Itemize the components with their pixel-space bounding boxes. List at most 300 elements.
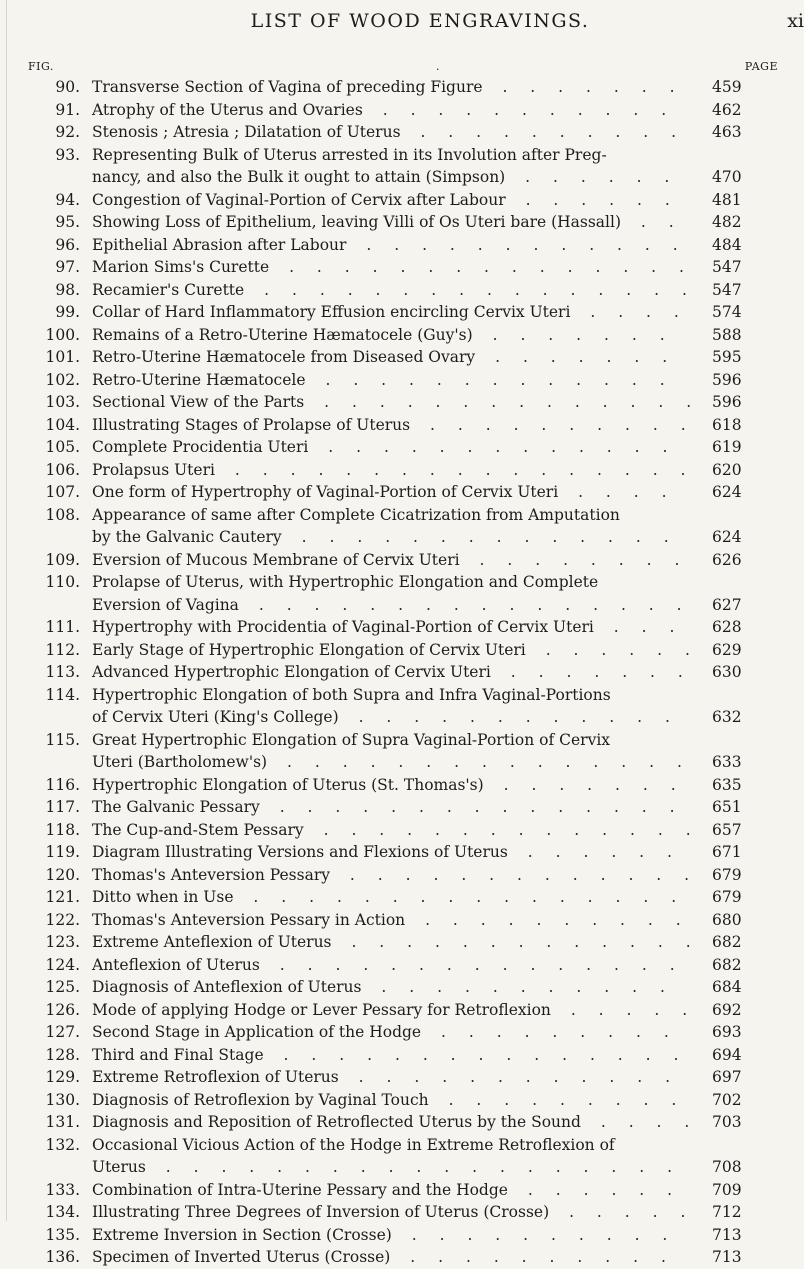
list-item	[0, 684, 800, 729]
page-number: 596	[712, 393, 742, 411]
figure-number: 133.	[45, 1180, 80, 1199]
entry-line	[0, 504, 800, 527]
figure-number: 98.	[55, 280, 80, 299]
figure-title: Recamier's Curette	[92, 280, 245, 299]
page-number: 671	[712, 843, 742, 861]
list-item	[0, 886, 800, 909]
figure-number: 136.	[45, 1248, 80, 1266]
figure-number: 117.	[45, 798, 80, 816]
page-number: 547	[712, 258, 742, 276]
dot-leader: . . . . .	[556, 1000, 697, 1019]
figure-number: 106.	[45, 460, 80, 479]
list-item	[0, 211, 800, 234]
figure-number: 109.	[45, 550, 80, 569]
entry-line	[0, 931, 800, 954]
page-number: 547	[712, 280, 742, 299]
engravings-list	[0, 76, 800, 1269]
entry-line	[0, 909, 800, 932]
page-number: 588	[712, 325, 742, 344]
page-number: 651	[712, 798, 742, 816]
list-item	[0, 279, 800, 302]
dot-leader: . . . . . . . . . .	[396, 1248, 675, 1266]
entry-line	[0, 76, 800, 99]
dot-leader: . . . . . . . . .	[427, 1023, 678, 1041]
dot-leader: . . . . . . . . . . . .	[344, 1068, 679, 1086]
dot-leader: . . . . . .	[513, 843, 681, 861]
entry-line	[0, 256, 800, 279]
list-item	[0, 324, 800, 347]
figure-title: Complete Procidentia Uteri	[92, 438, 309, 456]
figure-number: 107.	[45, 483, 80, 501]
entry-continuation-line	[0, 526, 800, 549]
figure-title: Advanced Hypertrophic Elongation of Cervix Uteri	[92, 663, 491, 681]
figure-number: 115.	[45, 730, 80, 749]
list-item	[0, 661, 800, 684]
list-item	[0, 256, 800, 279]
figure-number: 96.	[55, 235, 80, 254]
entry-line	[0, 1134, 800, 1157]
list-item	[0, 1134, 800, 1179]
page-number: 703	[712, 1113, 742, 1131]
list-item	[0, 1111, 800, 1134]
dot-leader: . . . . . .	[531, 640, 699, 659]
page-number: 632	[712, 708, 742, 726]
page-header	[120, 4, 804, 44]
entry-line	[0, 1089, 800, 1112]
page-number: 679	[712, 865, 742, 884]
page-number: 680	[712, 910, 742, 929]
entry-line	[0, 144, 800, 167]
dot-leader: . . . . . . . . . . . . . .	[309, 820, 700, 839]
list-item	[0, 931, 800, 954]
figure-title: Congestion of Vaginal-Portion of Cervix after Labour	[92, 190, 506, 209]
list-item	[0, 459, 800, 482]
figure-number: 105.	[45, 438, 80, 456]
page-number: 657	[712, 820, 742, 839]
page-number: 709	[712, 1180, 742, 1199]
list-item	[0, 909, 800, 932]
list-item	[0, 1246, 800, 1269]
figure-number: 99.	[55, 303, 80, 321]
list-item	[0, 819, 800, 842]
figure-number: 128.	[45, 1045, 80, 1064]
dot-leader: . . . . . . . . . . . . .	[311, 370, 674, 389]
list-item	[0, 1089, 800, 1112]
figure-number: 92.	[55, 123, 80, 141]
figure-number: 104.	[45, 415, 80, 434]
entry-line	[0, 391, 800, 414]
dot-leader: . . . . . . . . . . . . . . . . .	[220, 460, 695, 479]
entry-continuation-line	[0, 1156, 800, 1179]
figure-title: Atrophy of the Uterus and Ovaries	[92, 100, 363, 119]
page-number: 624	[712, 483, 742, 501]
entry-line	[0, 301, 800, 324]
entry-line	[0, 211, 800, 234]
figure-title: Mode of applying Hodge or Lever Pessary for Retroflexion	[92, 1000, 551, 1019]
page-number: 595	[712, 348, 742, 366]
list-item	[0, 864, 800, 887]
list-item	[0, 1201, 800, 1224]
entry-line	[0, 616, 800, 639]
page-number: 463	[712, 123, 742, 141]
entry-line	[0, 571, 800, 594]
figure-number: 121.	[45, 888, 80, 906]
figure-number: 94.	[55, 190, 80, 209]
dot-leader: . . . . . . .	[478, 325, 674, 344]
figure-title: Combination of Intra-Uterine Pessary and the Hodge	[92, 1180, 508, 1199]
dot-leader: . . . . . . .	[489, 775, 685, 794]
entry-line	[0, 189, 800, 212]
figure-number: 127.	[45, 1023, 80, 1041]
figure-number: 118.	[45, 820, 80, 839]
list-item	[0, 1066, 800, 1089]
figure-number: 126.	[45, 1000, 80, 1019]
figure-title: Diagnosis of Anteflexion of Uterus	[92, 978, 362, 996]
figure-title: Eversion of Mucous Membrane of Cervix Uteri	[92, 550, 460, 569]
page-number: 682	[712, 955, 742, 974]
list-item	[0, 76, 800, 99]
figure-title: The Galvanic Pessary	[92, 798, 260, 816]
figure-number: 102.	[45, 370, 80, 389]
page-number: 712	[712, 1203, 742, 1221]
figure-title: Remains of a Retro-Uterine Hæmatocele (Guy's)	[92, 325, 473, 344]
dot-leader: . . . . . . . . . . . .	[344, 708, 679, 726]
dot-leader: . . . . . . . . . . . . . . .	[275, 258, 693, 276]
figure-title: Hypertrophic Elongation of both Supra and Infra Vaginal-Portions	[92, 685, 611, 704]
figure-number: 124.	[45, 955, 80, 974]
page-number: 630	[712, 663, 742, 681]
dot-leader: . . . . . . . . . . . . .	[314, 438, 677, 456]
page-number: 624	[712, 528, 742, 546]
list-item	[0, 99, 800, 122]
entry-line	[0, 841, 800, 864]
page-number: 693	[712, 1023, 742, 1041]
figure-number: 123.	[45, 933, 80, 951]
list-item	[0, 391, 800, 414]
entry-line	[0, 684, 800, 707]
figure-title: Prolapse of Uterus, with Hypertrophic Elongation and Complete	[92, 573, 599, 591]
page-number: 596	[712, 370, 742, 389]
dot-leader: . . . . . . . . . .	[397, 1225, 677, 1244]
entry-line	[0, 1111, 800, 1134]
entry-line	[0, 1066, 800, 1089]
figure-number: 111.	[45, 618, 80, 636]
list-item	[0, 774, 800, 797]
figure-title: Thomas's Anteversion Pessary	[92, 865, 330, 884]
figure-number: 101.	[45, 348, 80, 366]
entry-line	[0, 121, 800, 144]
figure-title: Hypertrophic Elongation of Uterus (St. Thomas's)	[92, 775, 484, 794]
figure-title: Occasional Vicious Action of the Hodge in Extreme Retroflexion of	[92, 1135, 615, 1154]
dot-leader: . . . . . . . . . . . . . . .	[269, 1045, 688, 1064]
figure-number: 114.	[45, 685, 80, 704]
figure-title: Great Hypertrophic Elongation of Supra Vaginal-Portion of Cervix	[92, 730, 611, 749]
entry-line	[0, 661, 800, 684]
dot-leader: . . . . . . .	[481, 348, 677, 366]
figure-number: 100.	[45, 325, 80, 344]
entry-line	[0, 729, 800, 752]
page-number: 713	[712, 1248, 742, 1266]
dot-leader: . . . . . . . . . .	[416, 415, 695, 434]
entry-continuation-line	[0, 751, 800, 774]
dot-leader: . . .	[599, 618, 684, 636]
figure-number: 122.	[45, 910, 80, 929]
dot-leader: . . . . . .	[511, 168, 679, 186]
entry-line	[0, 999, 800, 1022]
figure-title: Illustrating Stages of Prolapse of Uterus	[92, 415, 411, 434]
entry-line	[0, 436, 800, 459]
entry-line	[0, 1201, 800, 1224]
figure-title: Prolapsus Uteri	[92, 460, 215, 479]
dot-leader: . . . . . . . . . . . . .	[337, 933, 700, 951]
dot-leader: . . . . . .	[511, 190, 679, 209]
list-item	[0, 796, 800, 819]
figure-title: Extreme Anteflexion of Uterus	[92, 933, 332, 951]
page-number: 459	[712, 78, 742, 96]
page-number: 708	[712, 1158, 742, 1176]
dot-leader: . . . . . . . . . . . . . . . .	[250, 280, 696, 299]
figure-number: 113.	[45, 663, 80, 681]
figure-title: Thomas's Anteversion Pessary in Action	[92, 910, 406, 929]
page-number: 618	[712, 415, 742, 434]
entry-line	[0, 414, 800, 437]
dot-leader: . . . . . . . . . .	[406, 123, 686, 141]
dot-leader: . . . . . . . . . . .	[367, 978, 674, 996]
dot-leader: . . . . . . . . . . . . . .	[287, 528, 678, 546]
dot-leader: . . . .	[564, 483, 676, 501]
page-number: 628	[712, 618, 742, 636]
figure-number: 95.	[55, 213, 80, 231]
dot-leader: . . . . . . . . . . . .	[352, 235, 687, 254]
entry-line	[0, 1224, 800, 1247]
figure-number: 129.	[45, 1068, 80, 1086]
figure-title: Retro-Uterine Hæmatocele from Diseased Ovary	[92, 348, 476, 366]
entry-line	[0, 324, 800, 347]
page-number: 682	[712, 933, 742, 951]
dot-leader: . . . . . . . . . . . . . . . . . . .	[151, 1158, 682, 1176]
figure-title: of Cervix Uteri (King's College)	[92, 708, 339, 726]
figure-title: Illustrating Three Degrees of Inversion of Uterus (Crosse)	[92, 1203, 550, 1221]
page-number: 694	[712, 1045, 742, 1064]
figure-number: 110.	[45, 573, 80, 591]
figure-title: Diagnosis of Retroflexion by Vaginal Touch	[92, 1090, 429, 1109]
page-number: 626	[712, 550, 742, 569]
dot-leader: . . . . . . . .	[465, 550, 689, 569]
figure-title: Sectional View of the Parts	[92, 393, 305, 411]
list-item	[0, 1179, 800, 1202]
dot-leader: . . . . . .	[513, 1180, 682, 1199]
page-number: 574	[712, 303, 742, 321]
entry-line	[0, 774, 800, 797]
figure-number: 116.	[45, 775, 80, 794]
list-item	[0, 1224, 800, 1247]
list-item	[0, 841, 800, 864]
dot-leader: . . . . . . . . . . . . . .	[310, 393, 701, 411]
dot-leader: . . . . . . . . . . . . .	[335, 865, 699, 884]
entry-line	[0, 1246, 800, 1269]
figure-number: 91.	[55, 100, 80, 119]
page-number: 713	[712, 1225, 742, 1244]
list-item	[0, 481, 800, 504]
figure-title: Showing Loss of Epithelium, leaving Villi of Os Uteri bare (Hassall)	[92, 213, 621, 231]
entry-line	[0, 1179, 800, 1202]
list-item	[0, 1044, 800, 1067]
dot-leader: . . . .	[586, 1113, 699, 1131]
list-item	[0, 976, 800, 999]
page-number: 702	[712, 1090, 742, 1109]
figure-title: Extreme Retroflexion of Uterus	[92, 1068, 339, 1086]
figure-number: 134.	[45, 1203, 80, 1221]
page-number: 481	[712, 190, 742, 209]
entry-line	[0, 346, 800, 369]
list-item	[0, 616, 800, 639]
dot-leader: . . . . . . . . .	[434, 1090, 686, 1109]
list-item	[0, 144, 800, 189]
entry-line	[0, 1021, 800, 1044]
figure-title: Marion Sims's Curette	[92, 258, 270, 276]
entry-continuation-line	[0, 166, 800, 189]
dot-leader: . . . . . . . . . . . . . . .	[265, 798, 684, 816]
figure-title: Diagnosis and Reposition of Retroflected Uterus by the Sound	[92, 1113, 581, 1131]
page-number: 462	[712, 100, 742, 119]
page-number: 627	[712, 595, 742, 614]
figure-title: Extreme Inversion in Section (Crosse)	[92, 1225, 392, 1244]
dot-leader: . . . . . . . . . . . . . . . .	[244, 595, 691, 614]
page-number: 692	[712, 1000, 742, 1019]
list-item	[0, 121, 800, 144]
figure-title: Uteri (Bartholomew's)	[92, 753, 268, 771]
dot-leader: . . . . . . . . . . . . . . .	[273, 753, 691, 771]
page-number: 470	[712, 168, 742, 186]
figure-title: Collar of Hard Inflammatory Effusion encircling Cervix Uteri	[92, 303, 571, 321]
entry-line	[0, 234, 800, 257]
figure-number: 130.	[45, 1090, 80, 1109]
figure-title: Anteflexion of Uterus	[92, 955, 260, 974]
list-item	[0, 729, 800, 774]
list-item	[0, 1021, 800, 1044]
page-number: 619	[712, 438, 742, 456]
entry-line	[0, 864, 800, 887]
entry-line	[0, 99, 800, 122]
entry-continuation-line	[0, 594, 800, 617]
figure-number: 90.	[55, 78, 80, 96]
figure-number: 103.	[45, 393, 80, 411]
figure-number: 108.	[45, 505, 80, 524]
dot-leader: . . . . . . . . . . . . . . . .	[239, 888, 686, 906]
page-number: 633	[712, 753, 742, 771]
dot-leader: . . . . . . . . . .	[411, 910, 690, 929]
list-item	[0, 234, 800, 257]
list-item	[0, 189, 800, 212]
figure-title: by the Galvanic Cautery	[92, 528, 282, 546]
figure-title: Second Stage in Application of the Hodge	[92, 1023, 422, 1041]
figure-title: Stenosis ; Atresia ; Dilatation of Uterus	[92, 123, 401, 141]
figure-title: Epithelial Abrasion after Labour	[92, 235, 347, 254]
figure-title: Third and Final Stage	[92, 1045, 264, 1064]
running-title: LIST OF WOOD ENGRAVINGS.	[250, 10, 590, 32]
page-number: 620	[712, 460, 742, 479]
page-number: 635	[712, 775, 742, 794]
column-headings	[28, 60, 778, 76]
list-item	[0, 504, 800, 549]
dot-leader: . .	[627, 213, 683, 231]
figure-title: Early Stage of Hypertrophic Elongation of Cervix Uteri	[92, 640, 526, 659]
figure-title: nancy, and also the Bulk it ought to attain (Simpson)	[92, 168, 506, 186]
dot-leader: . . . . . . . . . . . . . . .	[265, 955, 684, 974]
list-item	[0, 346, 800, 369]
figure-number: 131.	[45, 1113, 80, 1131]
list-item	[0, 301, 800, 324]
page-numeral: xi	[787, 10, 804, 32]
figure-number: 93.	[55, 145, 80, 164]
list-item	[0, 414, 800, 437]
figure-title: The Cup-and-Stem Pessary	[92, 820, 304, 839]
page-number: 482	[712, 213, 742, 231]
fig-column-heading: FIG.	[28, 60, 54, 73]
entry-line	[0, 954, 800, 977]
entry-line	[0, 796, 800, 819]
figure-title: Diagram Illustrating Versions and Flexions of Uterus	[92, 843, 508, 861]
figure-title: Uterus	[92, 1158, 146, 1176]
figure-number: 135.	[45, 1225, 80, 1244]
entry-line	[0, 279, 800, 302]
page-number: 697	[712, 1068, 742, 1086]
entry-line	[0, 976, 800, 999]
figure-title: Eversion of Vagina	[92, 595, 239, 614]
page-number: 679	[712, 888, 742, 906]
list-item	[0, 639, 800, 662]
dot-leader: . . . . .	[555, 1203, 695, 1221]
page-number: 629	[712, 640, 742, 659]
entry-line	[0, 1044, 800, 1067]
figure-title: Specimen of Inverted Uterus (Crosse)	[92, 1248, 391, 1266]
entry-line	[0, 886, 800, 909]
figure-number: 97.	[55, 258, 80, 276]
dot-leader: . . . . . . .	[496, 663, 692, 681]
figure-title: Appearance of same after Complete Cicatrization from Amputation	[92, 505, 620, 524]
figure-title: Transverse Section of Vagina of preceding Figure	[92, 78, 483, 96]
figure-title: One form of Hypertrophy of Vaginal-Portion of Cervix Uteri	[92, 483, 559, 501]
entry-line	[0, 459, 800, 482]
figure-title: Ditto when in Use	[92, 888, 234, 906]
figure-title: Retro-Uterine Hæmatocele	[92, 370, 306, 389]
figure-number: 132.	[45, 1135, 80, 1154]
figure-title: Hypertrophy with Procidentia of Vaginal-Portion of Cervix Uteri	[92, 618, 594, 636]
list-item	[0, 436, 800, 459]
column-dot: .	[436, 60, 440, 73]
entry-line	[0, 639, 800, 662]
figure-title: Representing Bulk of Uterus arrested in its Involution after Preg-	[92, 145, 607, 164]
entry-line	[0, 549, 800, 572]
list-item	[0, 549, 800, 572]
entry-line	[0, 369, 800, 392]
list-item	[0, 954, 800, 977]
list-item	[0, 571, 800, 616]
entry-line	[0, 819, 800, 842]
list-item	[0, 369, 800, 392]
figure-number: 120.	[45, 865, 80, 884]
figure-number: 112.	[45, 640, 80, 659]
dot-leader: . . . . . . . . . . .	[368, 100, 676, 119]
page-number: 484	[712, 235, 742, 254]
page-column-heading: PAGE	[744, 60, 778, 73]
figure-number: 119.	[45, 843, 80, 861]
entry-continuation-line	[0, 706, 800, 729]
dot-leader: . . . . . . .	[488, 78, 684, 96]
figure-number: 125.	[45, 978, 80, 996]
list-item	[0, 999, 800, 1022]
entry-line	[0, 481, 800, 504]
